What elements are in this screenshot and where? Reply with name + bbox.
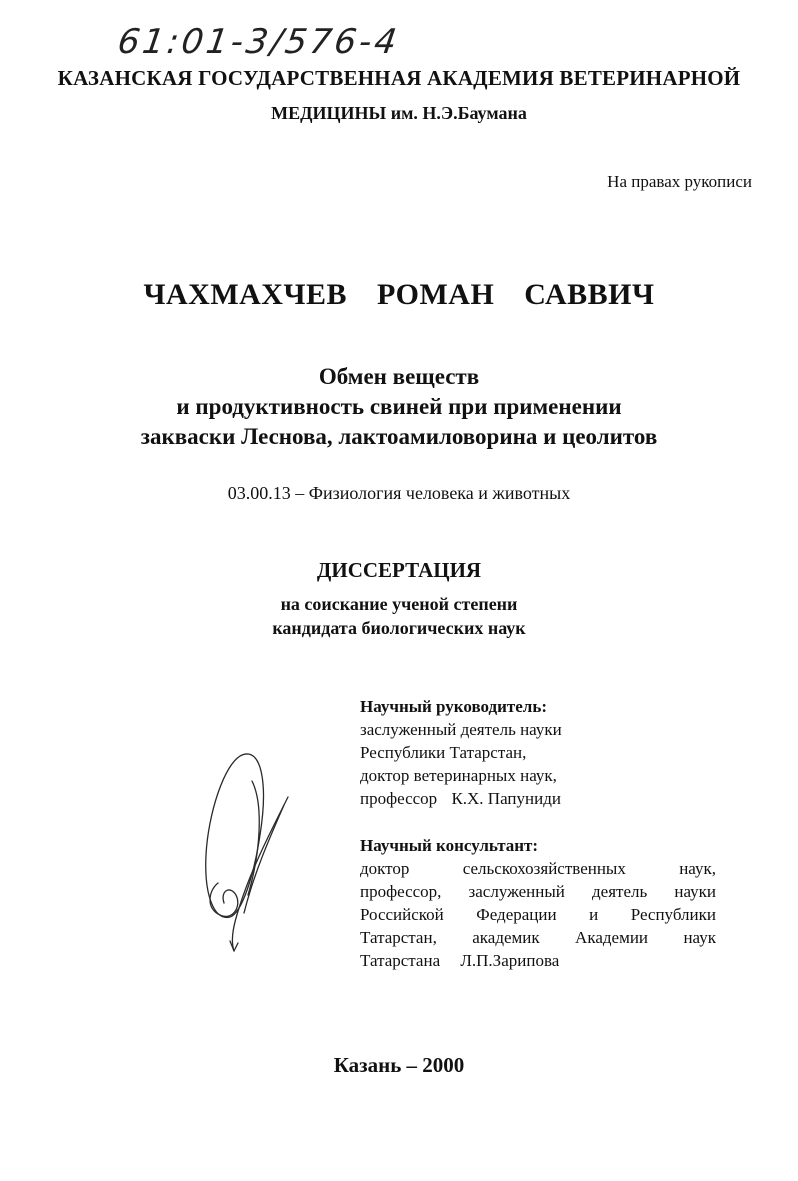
supervisor-name: К.Х. Папуниди [451, 789, 561, 808]
city-year: Казань – 2000 [333, 1053, 465, 1077]
consultant-line3: Российской Федерации и Республики [360, 905, 716, 924]
consultant-name: Л.П.Зарипова [460, 951, 560, 970]
degree-statement [0, 592, 798, 640]
consultant-line5 [360, 949, 716, 972]
author-name: ЧАХМАХЧЕВ РОМАН САВВИЧ [143, 278, 655, 311]
thesis-title-line3: закваски Леснова, лактоамиловорина и цеолитов [140, 424, 658, 449]
consultant-block [360, 834, 716, 972]
consultant-region: Татарстана [360, 951, 441, 970]
degree-line2: кандидата биологических наук [272, 618, 526, 638]
supervisor-heading: Научный руководитель: [360, 697, 547, 716]
handwritten-signature [190, 745, 300, 965]
institution-name-line1: КАЗАНСКАЯ ГОСУДАРСТВЕННАЯ АКАДЕМИЯ ВЕТЕРИНАРНОЙ [57, 66, 741, 90]
supervisor-line3: доктор ветеринарных наук, [360, 766, 557, 785]
thesis-title [0, 362, 798, 452]
supervisor-line4 [360, 787, 716, 810]
supervisor-block [360, 695, 716, 810]
consultant-heading: Научный консультант: [360, 836, 539, 855]
document-type: ДИССЕРТАЦИЯ [316, 558, 482, 582]
consultant-line4: Татарстан, академик Академии наук [360, 928, 716, 947]
thesis-title-line2: и продуктивность свиней при применении [176, 394, 622, 419]
consultant-line2: профессор, заслуженный деятель науки [360, 882, 716, 901]
rights-note: На правах рукописи [607, 172, 752, 191]
supervisor-line2: Республики Татарстан, [360, 743, 527, 762]
degree-line1: на соискание ученой степени [280, 594, 518, 614]
institution-name-line2: МЕДИЦИНЫ им. Н.Э.Баумана [271, 103, 527, 123]
thesis-title-line1: Обмен веществ [318, 364, 480, 389]
specialty-code: 03.00.13 – Физиология человека и животных [227, 483, 571, 503]
supervisor-line1: заслуженный деятель науки [360, 720, 562, 739]
supervisor-title: профессор [360, 789, 438, 808]
archive-code-handwritten: 61:01-3/576-4 [115, 22, 402, 62]
consultant-line1: доктор сельскохозяйственных наук, [360, 859, 716, 878]
